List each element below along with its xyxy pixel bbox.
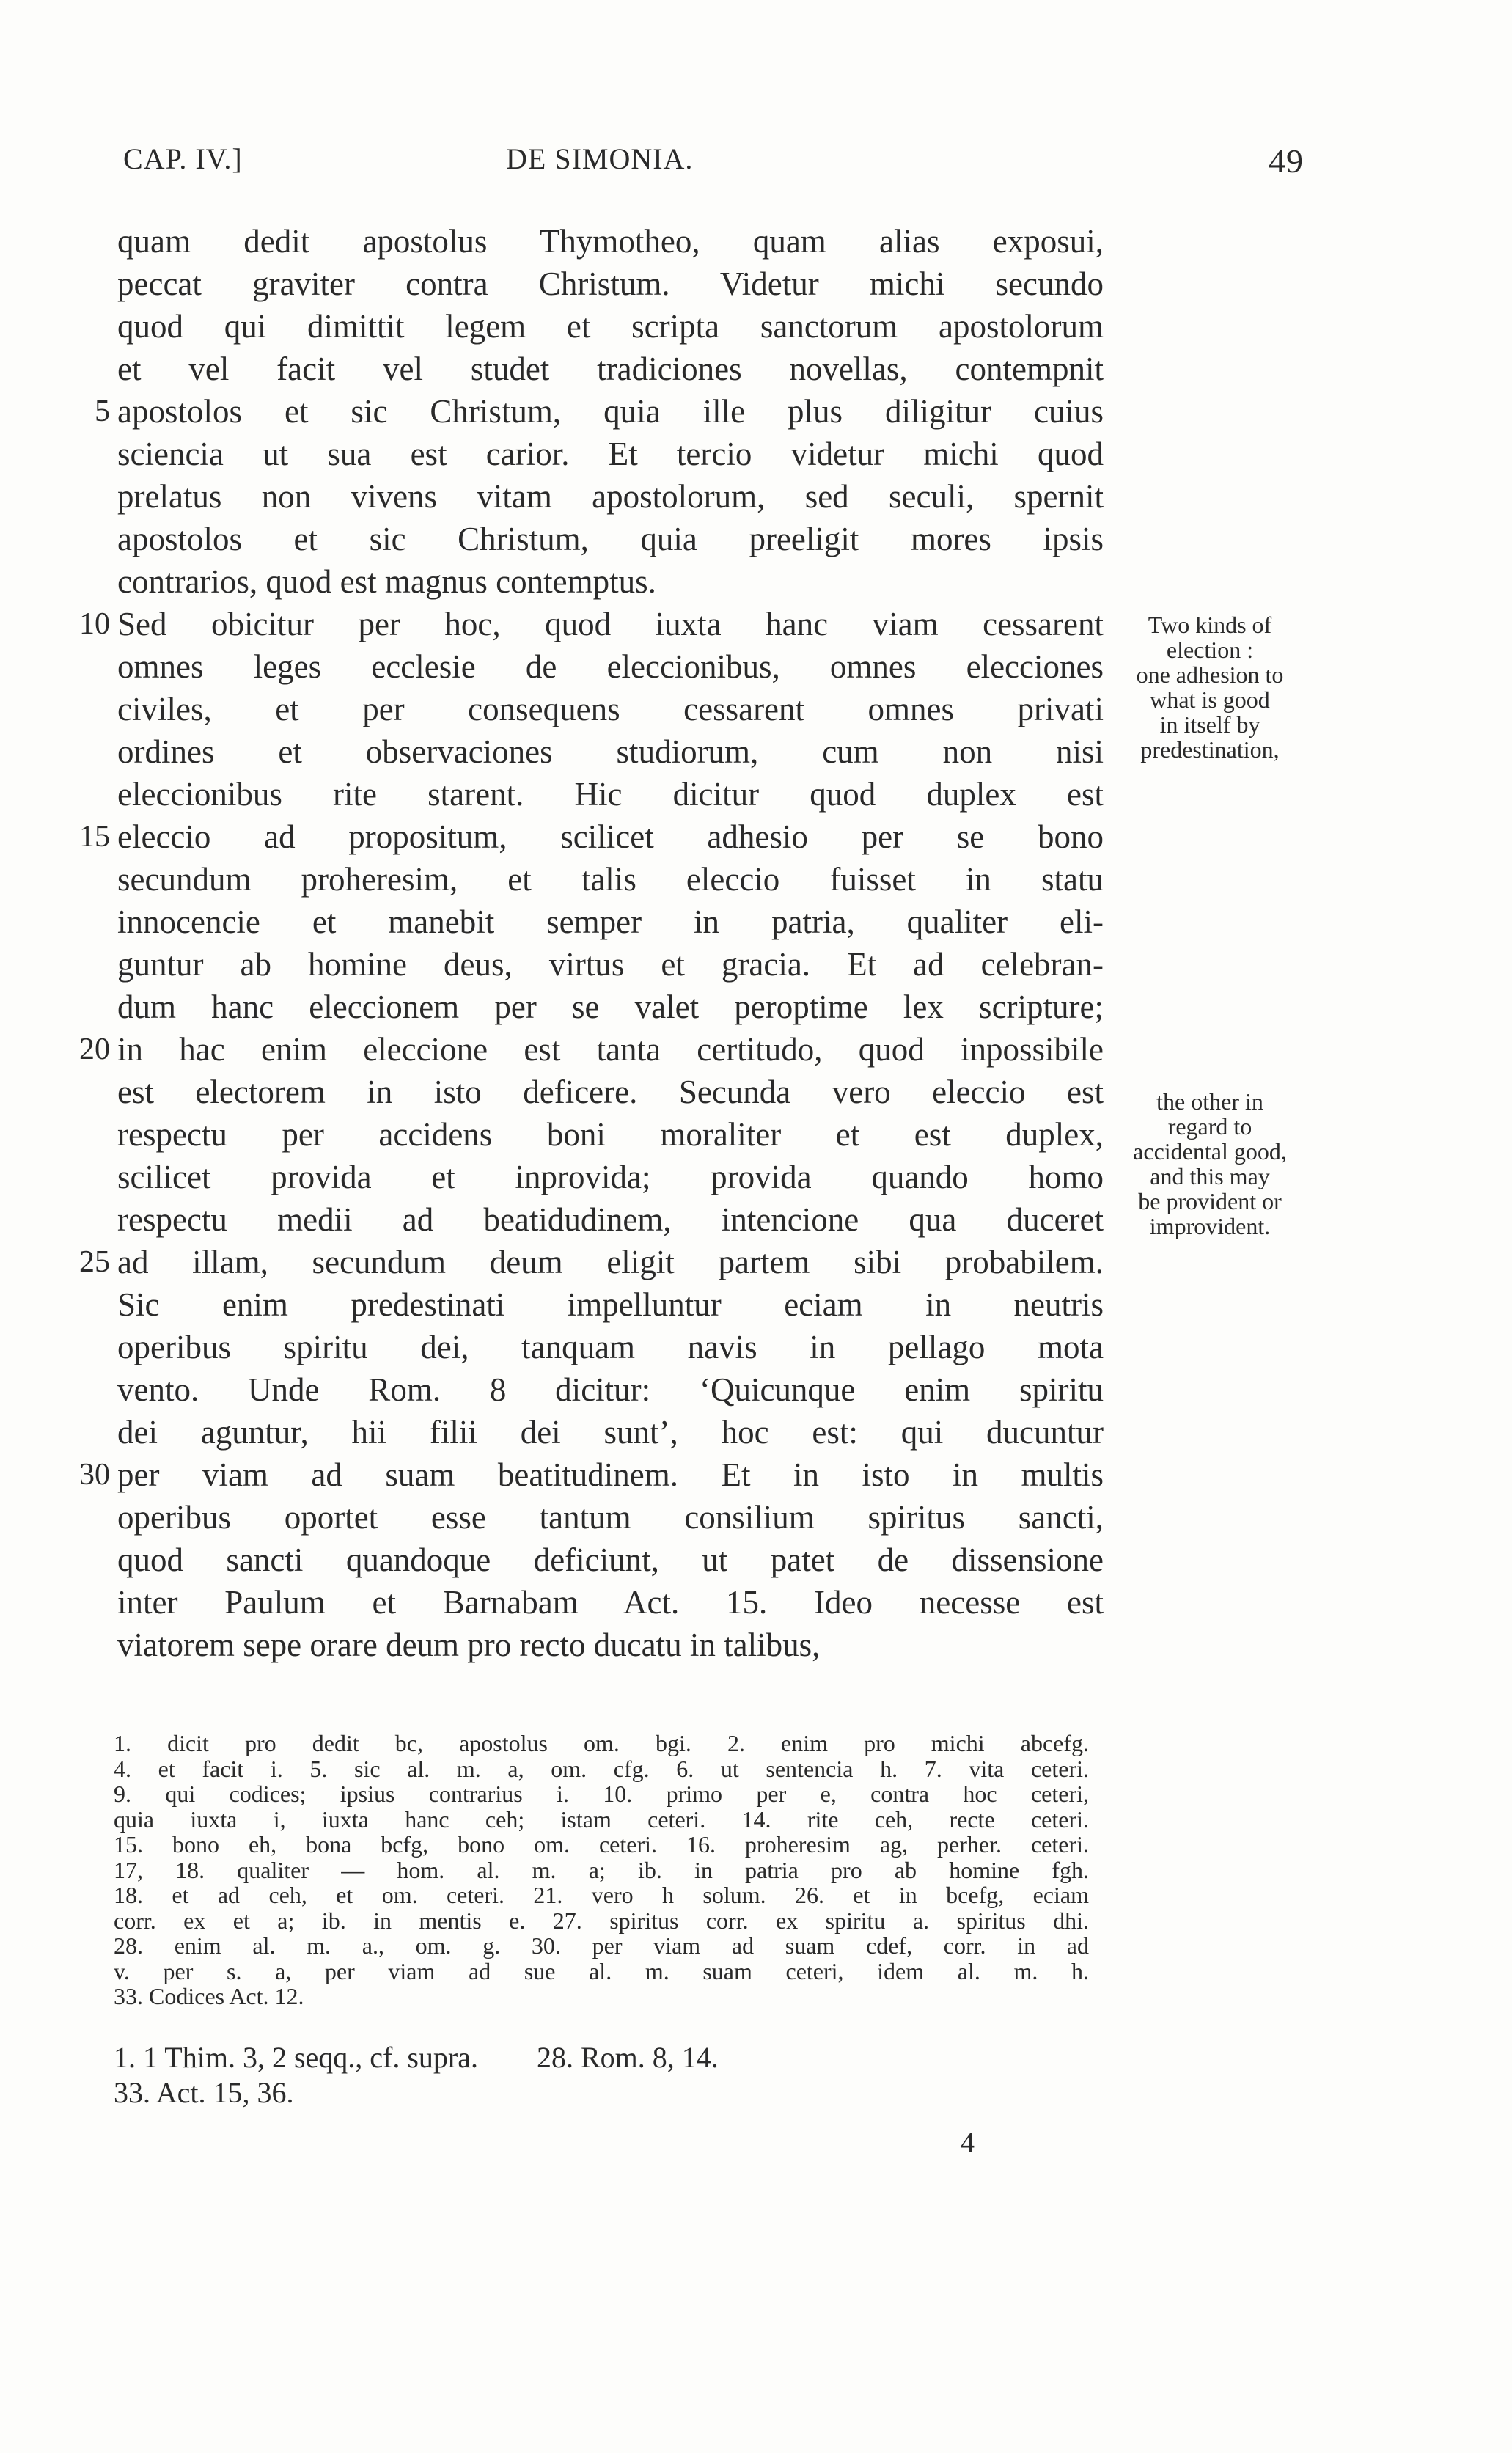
line-number: 15 <box>79 820 110 854</box>
page-number: 49 <box>1269 142 1304 180</box>
text-line: eleccionibus rite starent. Hic dicitur quod duplex est <box>117 776 1104 813</box>
text-line: innocencie et manebit semper in patria, qualiter eli- <box>117 903 1104 940</box>
variant-note-line: 18. et ad ceh, et om. ceteri. 21. vero h solum. 26. et in bcefg, eciam <box>114 1882 1089 1908</box>
text-line: dei aguntur, hii filii dei sunt’, hoc est: qui ducuntur <box>117 1414 1104 1451</box>
variant-note-line: 28. enim al. m. a., om. g. 30. per viam ad suam cdef, corr. in ad <box>114 1932 1089 1959</box>
variant-note-line: 33. Codices Act. 12. <box>114 1983 304 2009</box>
text-line: quod sancti quandoque deficiunt, ut patet de dissensione <box>117 1541 1104 1578</box>
variant-note-line: quia iuxta i, iuxta hanc ceh; istam ceteri. 14. rite ceh, recte ceteri. <box>114 1805 1089 1833</box>
reference-line: 33. Act. 15, 36. <box>114 2076 294 2109</box>
text-line: scilicet provida et inprovida; provida quando homo <box>117 1159 1104 1195</box>
line-number: 30 <box>79 1458 110 1492</box>
text-line: ordines et observaciones studiorum, cum non nisi <box>117 733 1104 770</box>
line-number: 25 <box>79 1245 110 1279</box>
variant-notes <box>114 1731 1089 2009</box>
text-line: apostolos et sic Christum, quia ille plus diligitur cuius <box>117 393 1104 430</box>
margin-note-line: improvident. <box>1149 1213 1271 1239</box>
reference-line: 1. 1 Thim. 3, 2 seqq., cf. supra. 28. Rom. 8, 14. <box>114 2041 719 2074</box>
text-line: guntur ab homine deus, virtus et gracia. Et ad celebran- <box>117 946 1104 983</box>
text-line: respectu per accidens boni moraliter et est duplex, <box>117 1116 1104 1153</box>
margin-note-line: Two kinds of <box>1148 612 1272 638</box>
text-line: operibus spiritu dei, tanquam navis in pellago mota <box>117 1329 1104 1365</box>
margin-note-line: one adhesion to <box>1136 661 1284 688</box>
text-line: contrarios, quod est magnus contemptus. <box>117 563 656 600</box>
text-line: secundum proheresim, et talis eleccio fuisset in statu <box>117 861 1104 898</box>
signature-mark: 4 <box>961 2127 975 2158</box>
margin-note-line: the other in <box>1156 1088 1263 1115</box>
margin-note-line: accidental good, <box>1133 1138 1287 1165</box>
text-line: Sic enim predestinati impelluntur eciam in neutris <box>117 1286 1104 1323</box>
variant-note-line: 9. qui codices; ipsius contrarius i. 10. primo per e, contra hoc ceteri, <box>114 1781 1089 1807</box>
variant-note-line: 1. dicit pro dedit bc, apostolus om. bgi. 2. enim pro michi abcefg. <box>114 1730 1089 1756</box>
text-line: respectu medii ad beatidudinem, intencione qua duceret <box>117 1201 1104 1238</box>
text-line: viatorem sepe orare deum pro recto ducatu in talibus, <box>117 1627 821 1663</box>
margin-note-election <box>1100 612 1320 762</box>
text-line: quam dedit apostolus Thymotheo, quam alias exposui, <box>117 223 1104 260</box>
variant-note-line: 15. bono eh, bona bcfg, bono om. ceteri. 16. proheresim ag, perher. ceteri. <box>114 1831 1089 1858</box>
variant-note-line: corr. ex et a; ib. in mentis e. 27. spiritus corr. ex spiritu a. spiritus dhi. <box>114 1907 1089 1934</box>
running-head-title: DE SIMONIA. <box>506 142 694 175</box>
text-line: dum hanc eleccionem per se valet peroptime lex scripture; <box>117 989 1104 1025</box>
scripture-references <box>114 2040 1089 2111</box>
text-line: omnes leges ecclesie de eleccionibus, omnes elecciones <box>117 648 1104 685</box>
text-line: est electorem in isto deficere. Secunda vero eleccio est <box>117 1074 1104 1110</box>
margin-note-line: regard to <box>1167 1113 1252 1140</box>
margin-note-line: predestination, <box>1140 736 1280 763</box>
line-number: 10 <box>79 607 110 641</box>
text-line: in hac enim eleccione est tanta certitudo, quod inpossibile <box>117 1031 1104 1068</box>
variant-note-line: v. per s. a, per viam ad sue al. m. suam ceteri, idem al. m. h. <box>114 1957 1089 1984</box>
text-line: ad illam, secundum deum eligit partem sibi probabilem. <box>117 1244 1104 1280</box>
text-line: per viam ad suam beatitudinem. Et in isto in multis <box>117 1456 1104 1493</box>
text-line: operibus oportet esse tantum consilium spiritus sancti, <box>117 1499 1104 1536</box>
text-line: inter Paulum et Barnabam Act. 15. Ideo necesse est <box>117 1584 1104 1621</box>
margin-note-line: in itself by <box>1159 711 1260 738</box>
variant-note-line: 4. et facit i. 5. sic al. m. a, om. cfg. 6. ut sentencia h. 7. vita ceteri. <box>114 1755 1089 1782</box>
text-line: Sed obicitur per hoc, quod iuxta hanc viam cessarent <box>117 606 1104 642</box>
margin-note-line: election : <box>1166 637 1254 663</box>
line-number: 5 <box>95 395 110 428</box>
text-line: vento. Unde Rom. 8 dicitur: ‘Quicunque enim spiritu <box>117 1371 1104 1408</box>
text-line: peccat graviter contra Christum. Videtur michi secundo <box>117 265 1104 302</box>
text-line: quod qui dimittit legem et scripta sanctorum apostolorum <box>117 308 1104 345</box>
margin-note-accidental <box>1100 1089 1320 1239</box>
text-line: sciencia ut sua est carior. Et tercio videtur michi quod <box>117 436 1104 472</box>
text-line: apostolos et sic Christum, quia preeligit mores ipsis <box>117 521 1104 557</box>
variant-note-line: 17, 18. qualiter — hom. al. m. a; ib. in patria pro ab homine fgh. <box>114 1856 1089 1883</box>
text-line: et vel facit vel studet tradiciones novellas, contempnit <box>117 351 1104 387</box>
margin-note-line: and this may <box>1150 1163 1270 1189</box>
text-line: prelatus non vivens vitam apostolorum, sed seculi, spernit <box>117 478 1104 515</box>
margin-note-line: be provident or <box>1138 1188 1282 1214</box>
line-number: 20 <box>79 1033 110 1066</box>
text-line: eleccio ad propositum, scilicet adhesio per se bono <box>117 818 1104 855</box>
margin-note-line: what is good <box>1150 686 1270 713</box>
text-line: civiles, et per consequens cessarent omnes privati <box>117 691 1104 727</box>
running-head-chapter: CAP. IV.] <box>123 142 243 175</box>
